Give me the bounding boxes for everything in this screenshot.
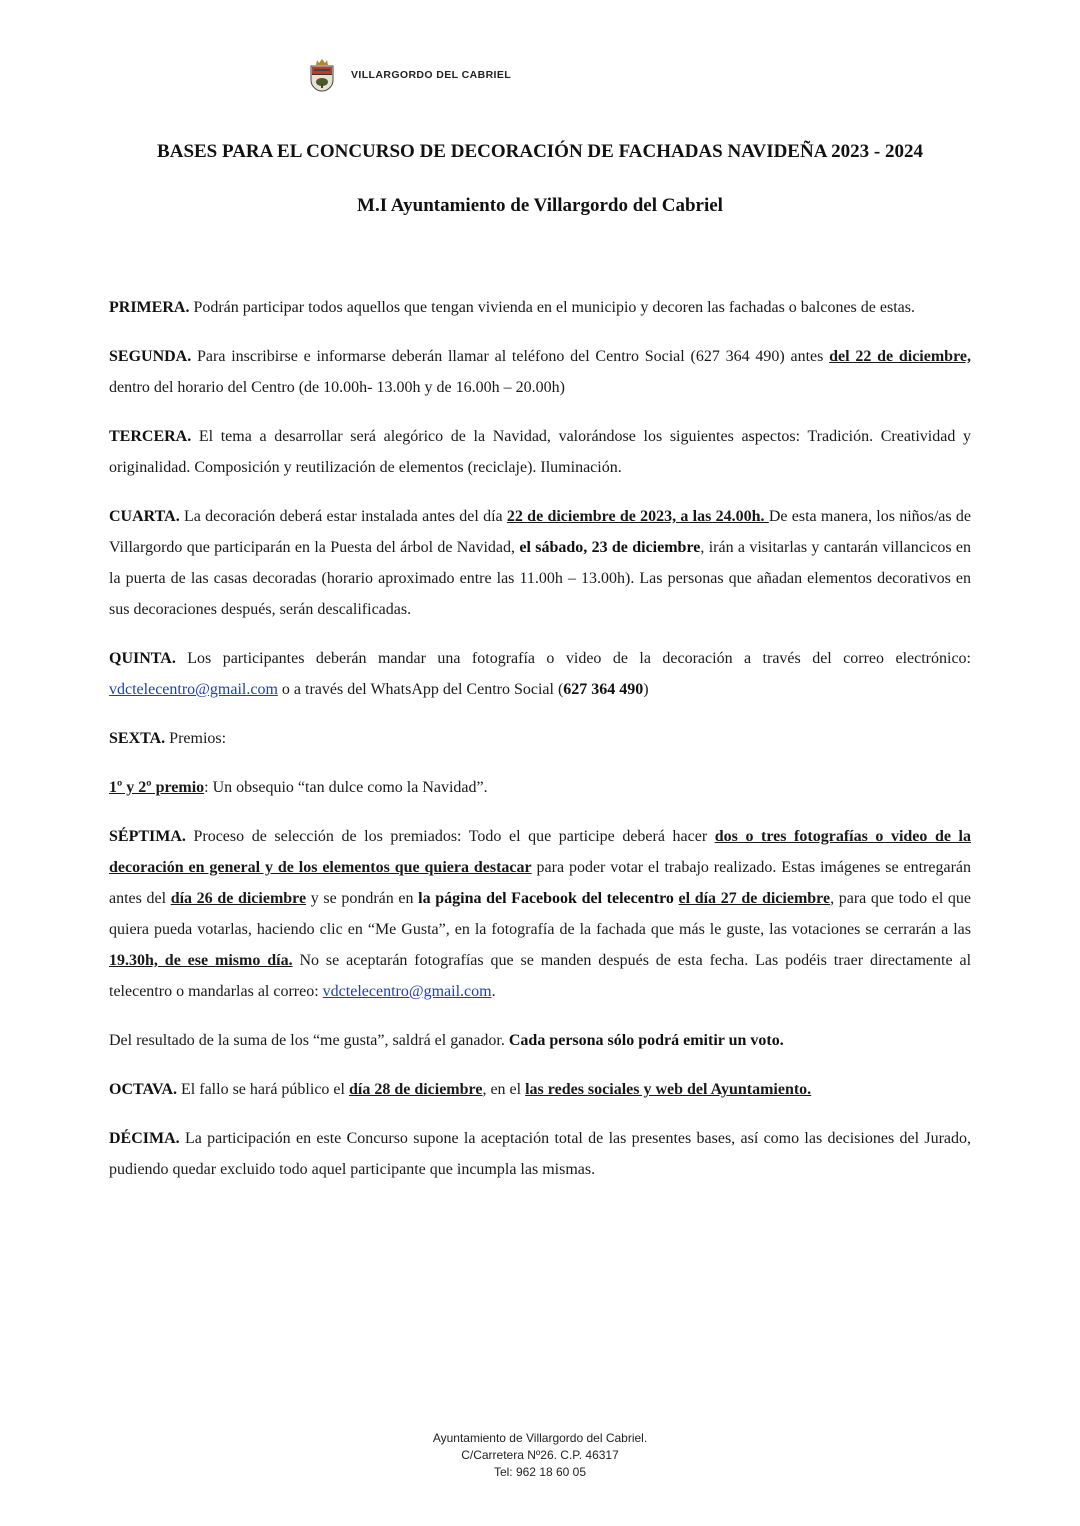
clause-label: QUINTA. (109, 650, 176, 667)
clause-label: PRIMERA. (109, 299, 190, 316)
clause-text: Premios: (165, 730, 227, 747)
clause-septima (109, 821, 971, 1007)
clause-text: ) (643, 681, 649, 698)
clause-text: Los participantes deberán mandar una fotografía o video de la decoración a través del correo electrónico: (175, 650, 971, 667)
clause-label: SEGUNDA. (109, 348, 192, 365)
clause-primera (109, 292, 971, 323)
clause-text: dentro del horario del Centro (de 10.00h- 13.00h y de 16.00h – 20.00h) (109, 379, 565, 396)
publish-date: el día 27 de diciembre (678, 890, 831, 907)
clause-decima (109, 1123, 971, 1185)
clause-label: CUARTA. (109, 508, 180, 525)
footer-name: Ayuntamiento de Villargordo del Cabriel. (432, 1431, 648, 1445)
clause-text: y se pondrán en (306, 890, 419, 907)
clause-segunda (109, 341, 971, 403)
clause-text: Podrán participar todos aquellos que tengan vivienda en el municipio y decoren las fachadas o balcones de estas. (189, 299, 915, 316)
email-link[interactable]: vdctelecentro@gmail.com (322, 983, 492, 1000)
email-link[interactable]: vdctelecentro@gmail.com (109, 681, 278, 698)
clause-tercera (109, 421, 971, 483)
clause-text: El tema a desarrollar será alegórico de la Navidad, valorándose los siguientes aspectos: Tradición. Creatividad y originalidad. Composición y reutilización de elementos (reciclaje). Iluminación. (109, 428, 971, 476)
deadline-date: del 22 de diciembre, (829, 348, 971, 365)
clause-text: De esta manera, los niños/as de Villargordo que participarán en la Puesta del árbol de Navidad, (109, 508, 972, 556)
clause-label: SEXTA. (109, 730, 166, 747)
clause-label: OCTAVA. (109, 1081, 178, 1098)
clause-text: No se aceptarán fotografías que se manden después de esta fecha. Las podéis traer directamente al telecentro o mandarlas al correo: (109, 952, 972, 1000)
page-footer (0, 1430, 1080, 1481)
photo-requirement: dos o tres fotografías o video de la decoración en general y de los elementos que quiera destacar (109, 828, 971, 876)
install-deadline: 22 de diciembre de 2023, a las 24.00h. (506, 508, 769, 525)
footer-address: C/Carretera Nº26. C.P. 46317 (461, 1448, 619, 1462)
coat-of-arms-icon (309, 58, 335, 92)
prize-line (109, 772, 971, 803)
footer-phone: Tel: 962 18 60 05 (493, 1465, 587, 1479)
clause-text: Para inscribirse e informarse deberán llamar al teléfono del Centro Social (627 364 490) antes (191, 348, 830, 365)
clause-text: El fallo se hará público el (177, 1081, 349, 1098)
whatsapp-number: 627 364 490 (563, 681, 644, 698)
clause-text: , irán a visitarlas y cantarán villancicos en la puerta de las casas decoradas (horario aproximado entre las 11.00h – 13.00h). Las personas que añadan elementos decorativos en sus decoraciones después, serán descalificadas. (109, 539, 972, 618)
submission-date: día 26 de diciembre (170, 890, 307, 907)
clause-cuarta (109, 501, 971, 625)
ruling-date: día 28 de diciembre (348, 1081, 483, 1098)
clause-label: TERCERA. (109, 428, 192, 445)
clause-label: DÉCIMA. (109, 1130, 180, 1147)
clause-sexta (109, 723, 971, 754)
brand-name: VILLARGORDO DEL CABRIEL (351, 69, 512, 81)
voting-close-time: 19.30h, de ese mismo día. (109, 952, 293, 969)
result-text: Del resultado de la suma de los “me gusta”, saldrá el ganador. (109, 1032, 509, 1049)
clause-text: , para que todo el que quiera pueda votarlas, haciendo clic en “Me Gusta”, en la fotografía de la fachada que más le guste, las votaciones se cerrarán a las (109, 890, 972, 938)
document-body (109, 292, 971, 1203)
clause-text: La participación en este Concurso supone la aceptación total de las presentes bases, así como las decisiones del Jurado, pudiendo quedar excluido todo aquel participante que incumpla las mismas. (109, 1130, 971, 1178)
clause-text: . (491, 983, 496, 1000)
vote-rule: Cada persona sólo podrá emitir un voto. (508, 1032, 784, 1049)
clause-text: o a través del WhatsApp del Centro Social ( (277, 681, 564, 698)
clause-text: , en el (482, 1081, 526, 1098)
clause-text: La decoración deberá estar instalada antes del día (179, 508, 507, 525)
document-subtitle: M.I Ayuntamiento de Villargordo del Cabriel (357, 195, 723, 216)
facebook-page: la página del Facebook del telecentro (418, 890, 674, 907)
letterhead (309, 58, 511, 92)
clause-quinta (109, 643, 971, 705)
clause-octava (109, 1074, 971, 1105)
publication-channels: las redes sociales y web del Ayuntamiento. (525, 1081, 812, 1098)
prize-label: 1º y 2º premio (109, 779, 205, 796)
visit-date: el sábado, 23 de diciembre (519, 539, 701, 556)
clause-label: SÉPTIMA. (109, 828, 186, 845)
clause-text: para poder votar el trabajo realizado. Estas imágenes se entregarán antes del (109, 859, 971, 907)
result-note (109, 1025, 971, 1056)
clause-text: Proceso de selección de los premiados: Todo el que participe deberá hacer (185, 828, 715, 845)
document-title: BASES PARA EL CONCURSO DE DECORACIÓN DE FACHADAS NAVIDEÑA 2023 - 2024 (157, 141, 923, 162)
prize-text: : Un obsequio “tan dulce como la Navidad”. (204, 779, 488, 796)
